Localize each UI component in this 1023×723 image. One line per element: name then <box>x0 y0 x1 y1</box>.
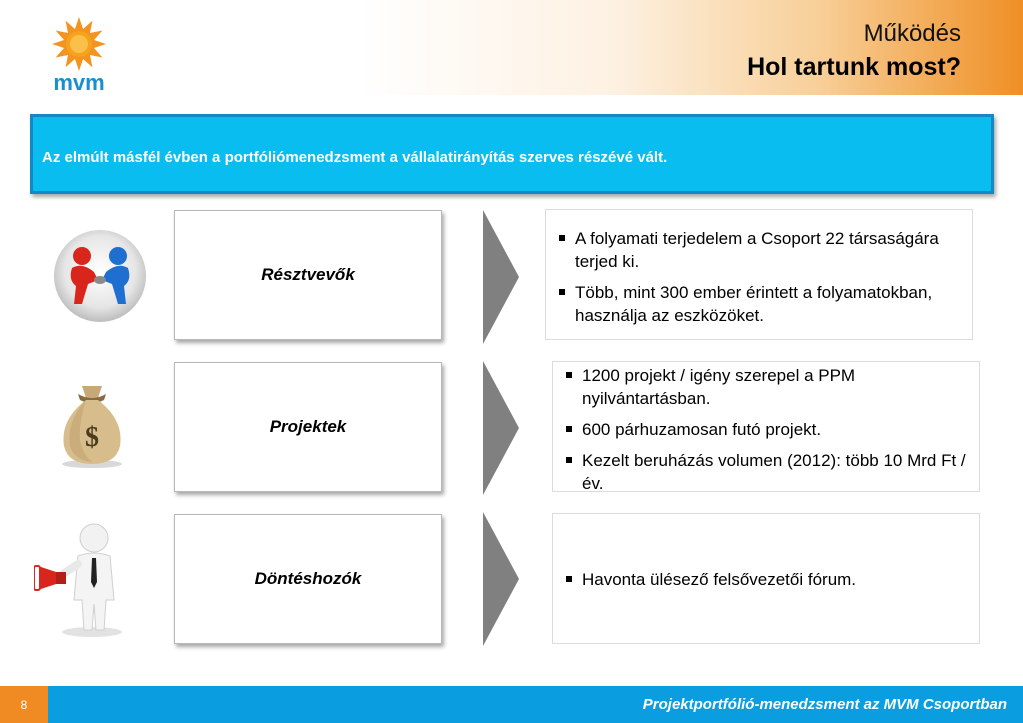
page-number: 8 <box>0 686 48 723</box>
banner-text: Az elmúlt másfél évben a portfóliómenedzsment a vállalatirányítás szerves részévé vált. <box>42 149 668 166</box>
category-label: Résztvevők <box>261 265 355 284</box>
bullet-list <box>558 227 960 327</box>
list-item: 600 párhuzamosan futó projekt. <box>565 418 967 441</box>
slide-title: Hol tartunk most? <box>747 53 961 81</box>
section-title: Működés <box>863 20 961 47</box>
chevron-right-icon <box>483 361 519 495</box>
category-box-decision-makers <box>174 514 442 644</box>
category-label: Döntéshozók <box>254 569 362 588</box>
category-box-participants <box>174 210 442 340</box>
list-item: Több, mint 300 ember érintett a folyamatokban, használja az eszközöket. <box>558 281 960 327</box>
footer-bar <box>0 686 1023 723</box>
detail-box-decision-makers <box>552 513 980 644</box>
list-item: Kezelt beruházás volumen (2012): több 10 Mrd Ft / év. <box>565 449 967 495</box>
chevron-right-icon <box>483 512 519 646</box>
svg-text:mvm: mvm <box>53 70 105 95</box>
detail-box-participants <box>545 209 973 340</box>
chevron-right-icon <box>483 210 519 344</box>
bullet-list <box>565 364 967 495</box>
bullet-list <box>565 568 967 591</box>
svg-text:$: $ <box>85 422 99 453</box>
detail-box-projects <box>552 361 980 492</box>
list-item: Havonta ülésező felsővezetői fórum. <box>565 568 967 591</box>
handshake-figures-icon <box>52 228 148 324</box>
category-box-projects <box>174 362 442 492</box>
summary-banner <box>30 114 994 194</box>
mvm-logo <box>36 16 122 96</box>
footer-title: Projektportfólió-menedzsment az MVM Csoportban <box>642 696 1007 713</box>
megaphone-figure-icon <box>34 520 134 638</box>
category-label: Projektek <box>269 417 347 436</box>
list-item: 1200 projekt / igény szerepel a PPM nyilvántartásban. <box>565 364 967 410</box>
money-bag-icon <box>52 380 132 470</box>
list-item: A folyamati terjedelem a Csoport 22 társaságára terjed ki. <box>558 227 960 273</box>
